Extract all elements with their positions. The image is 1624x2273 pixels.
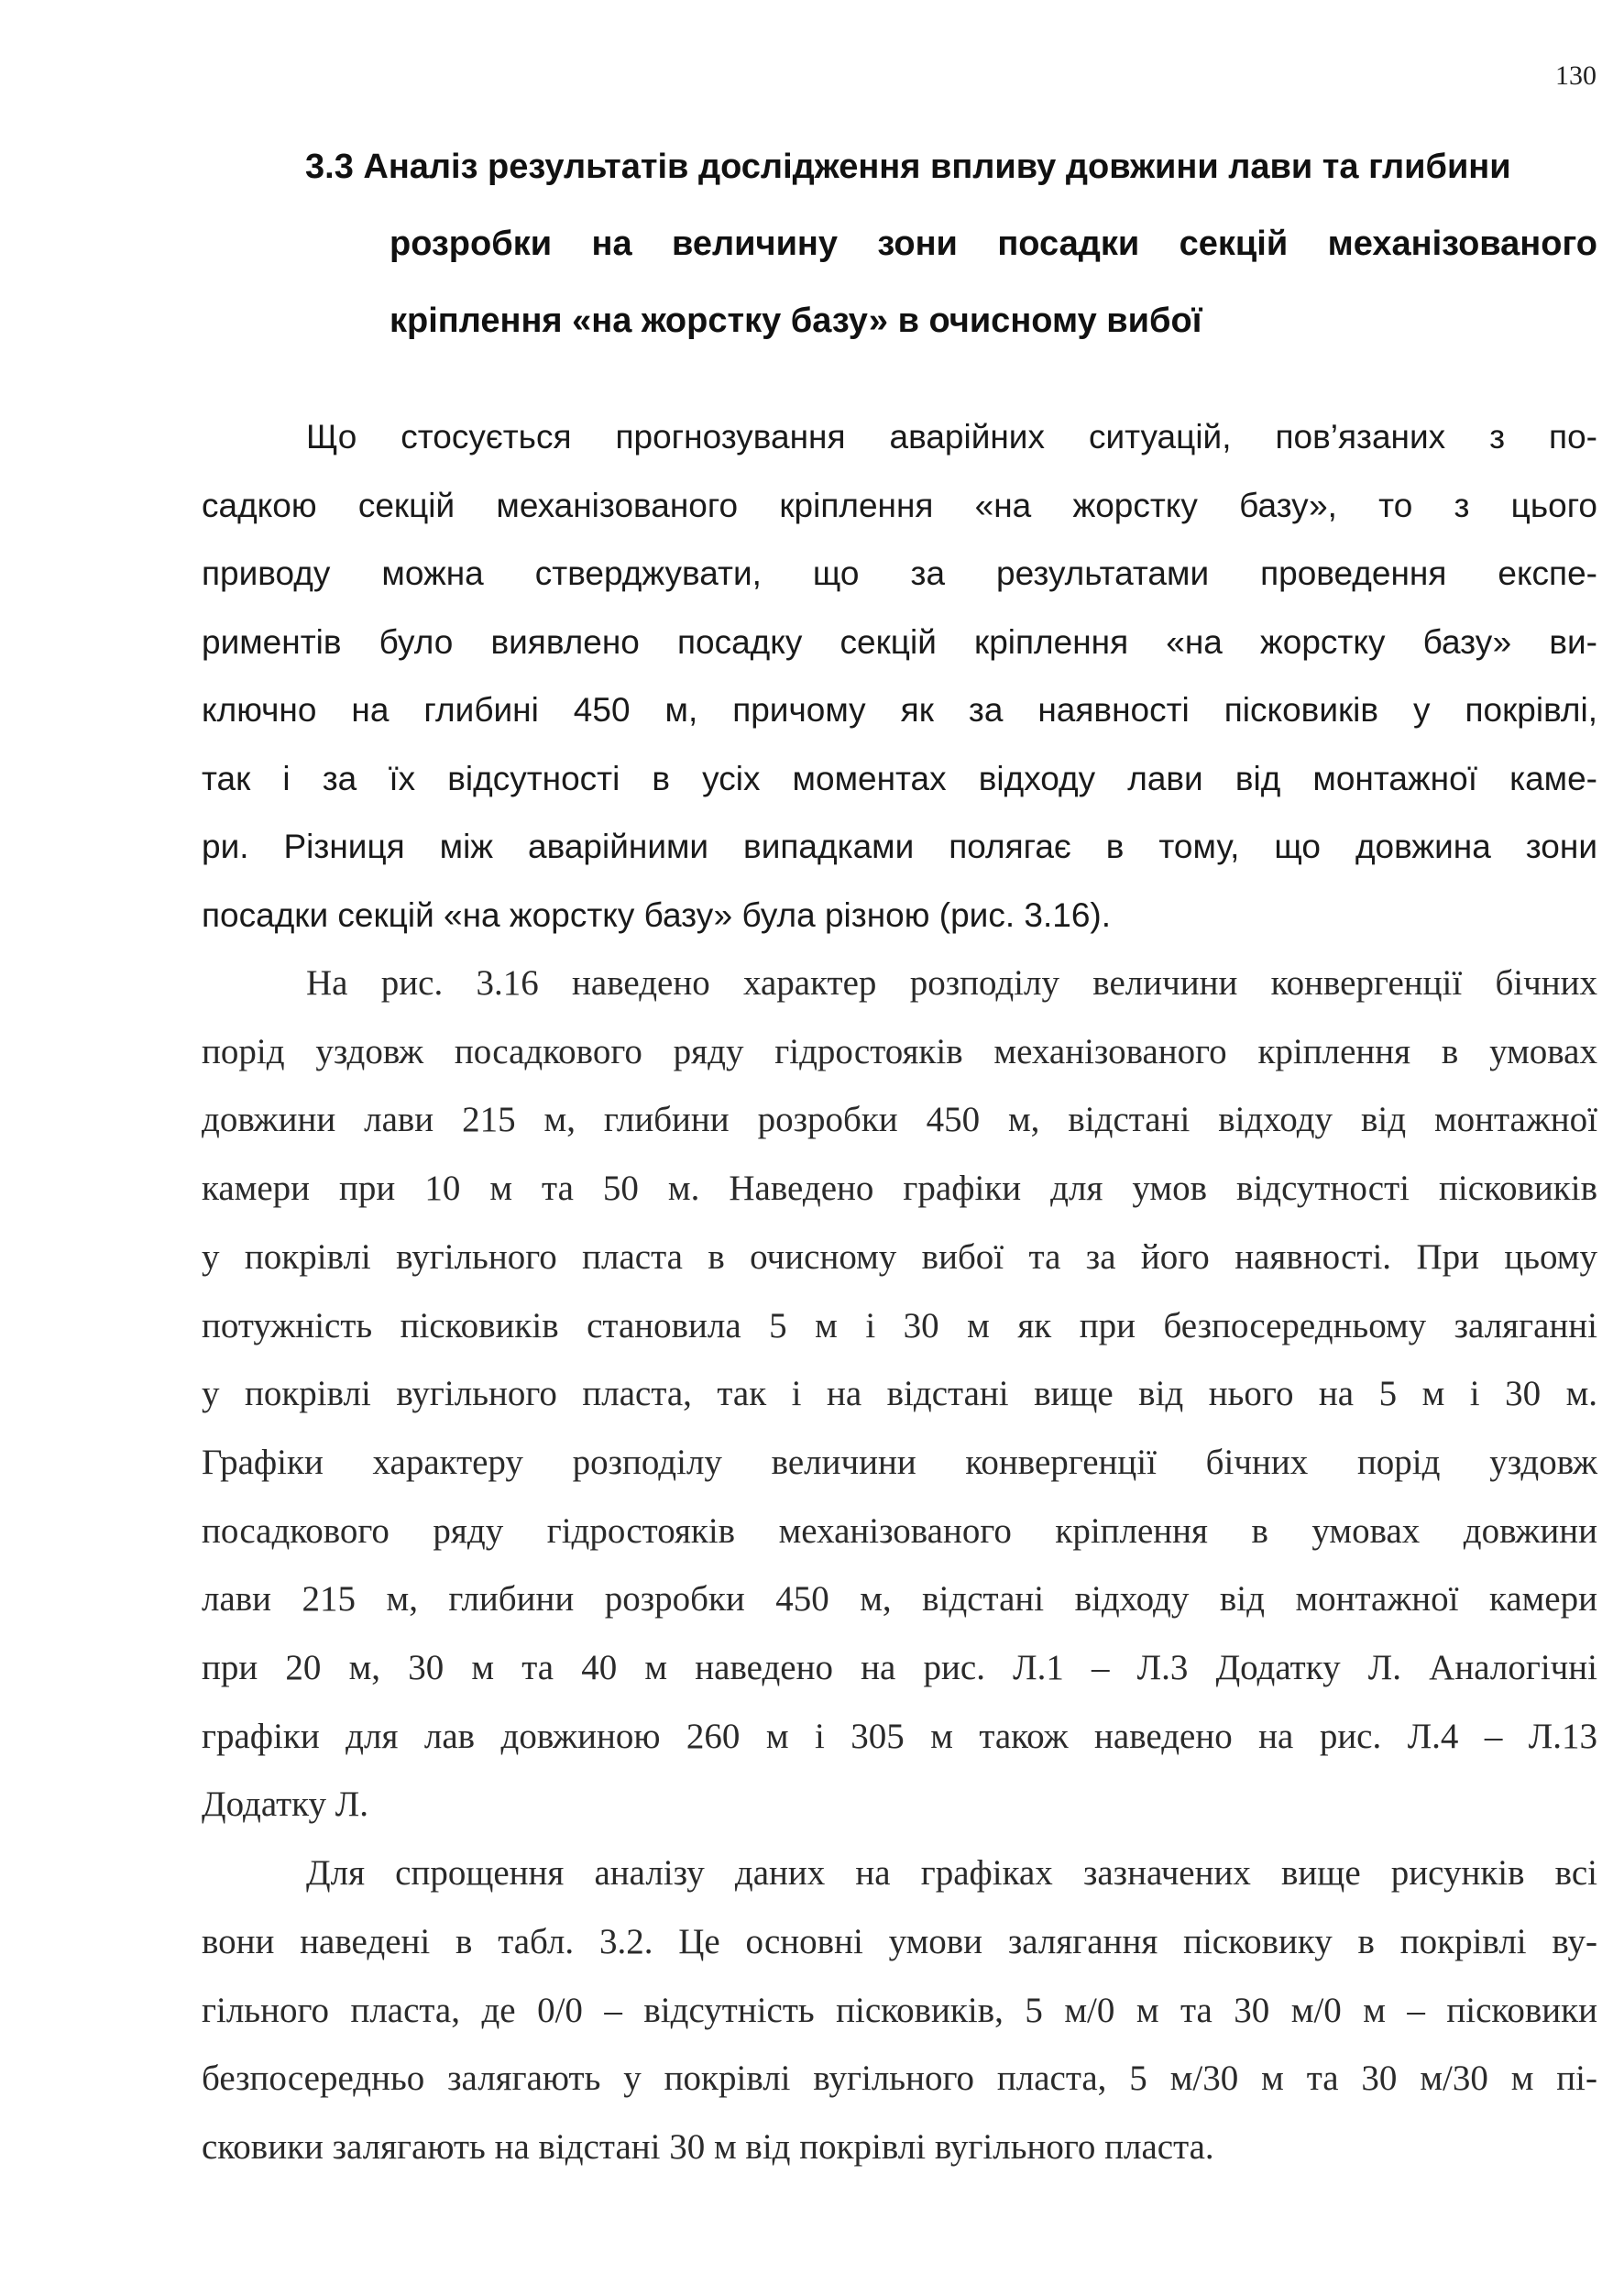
paragraph-line: довжини лави 215 м, глибини розробки 450 м, відстані відходу від монтажної	[202, 1100, 1597, 1140]
paragraph-line: так і за їх відсутності в усіх моментах відходу лави від монтажної каме-	[202, 759, 1597, 797]
paragraph-line: графіки для лав довжиною 260 м і 305 м також наведено на рис. Л.4 – Л.13	[202, 1716, 1597, 1756]
paragraph-line: На рис. 3.16 наведено характер розподілу величини конвергенції бічних	[306, 963, 1597, 1003]
paragraph-line: риментів було виявлено посадку секцій кріплення «на жорстку базу» ви-	[202, 622, 1597, 661]
paragraph-line: порід уздовж посадкового ряду гідростояків механізованого кріплення в умовах	[202, 1031, 1597, 1071]
paragraph-line: ключно на глибині 450 м, причому як за наявності пісковиків у покрівлі,	[202, 691, 1597, 729]
paragraph-1	[202, 403, 1597, 950]
paragraph-line: приводу можна стверджувати, що за результатами проведення експе-	[202, 555, 1597, 592]
paragraph-2	[202, 950, 1597, 1839]
heading-line-3: кріплення «на жорстку базу» в очисному вибої	[390, 302, 1202, 340]
paragraph-line: при 20 м, 30 м та 40 м наведено на рис. Л.1 – Л.3 Додатку Л. Аналогічні	[202, 1648, 1597, 1688]
paragraph-line: у покрівлі вугільного пласта в очисному вибої та за його наявності. При цьому	[202, 1236, 1597, 1277]
document-body	[202, 403, 1597, 2182]
paragraph-line: безпосередньо залягають у покрівлі вугільного пласта, 5 м/30 м та 30 м/30 м пі-	[202, 2059, 1597, 2099]
paragraph-line: у покрівлі вугільного пласта, так і на відстані вище від нього на 5 м і 30 м.	[202, 1374, 1597, 1414]
paragraph-line: садкою секцій механізованого кріплення «на жорстку базу», то з цього	[202, 486, 1597, 524]
paragraph-line: камери при 10 м та 50 м. Наведено графіки для умов відсутності пісковиків	[202, 1169, 1597, 1209]
page-number: 130	[1555, 60, 1597, 91]
paragraph-line: Що стосується прогнозування аварійних ситуацій, пов’язаних з по-	[306, 418, 1597, 456]
paragraph-line: сковики залягають на відстані 30 м від покрівлі вугільного пласта.	[202, 2126, 1214, 2167]
paragraph-line: потужність пісковиків становила 5 м і 30 м як при безпосередньому заляганні	[202, 1305, 1597, 1345]
section-heading	[305, 128, 1597, 359]
paragraph-line: посадки секцій «на жорстку базу» була різною (рис. 3.16).	[202, 895, 1112, 934]
paragraph-line: лави 215 м, глибини розробки 450 м, відстані відходу від монтажної камери	[202, 1579, 1597, 1620]
heading-line-2: розробки на величину зони посадки секцій механізованого	[390, 225, 1597, 263]
paragraph-line: Графіки характеру розподілу величини конвергенції бічних порід уздовж	[202, 1442, 1597, 1482]
paragraph-line: гільного пласта, де 0/0 – відсутність пісковиків, 5 м/0 м та 30 м/0 м – пісковики	[202, 1990, 1597, 2030]
paragraph-3	[202, 1839, 1597, 2182]
heading-line-1: 3.3 Аналіз результатів дослідження впливу довжини лави та глибини	[305, 148, 1511, 186]
paragraph-line: посадкового ряду гідростояків механізованого кріплення в умовах довжини	[202, 1510, 1597, 1551]
paragraph-line: вони наведені в табл. 3.2. Це основні умови залягання пісковику в покрівлі ву-	[202, 1921, 1597, 1961]
paragraph-line: ри. Різниця між аварійними випадками полягає в тому, що довжина зони	[202, 828, 1597, 865]
paragraph-line: Для спрощення аналізу даних на графіках зазначених вище рисунків всі	[306, 1853, 1597, 1894]
paragraph-line: Додатку Л.	[202, 1784, 369, 1825]
